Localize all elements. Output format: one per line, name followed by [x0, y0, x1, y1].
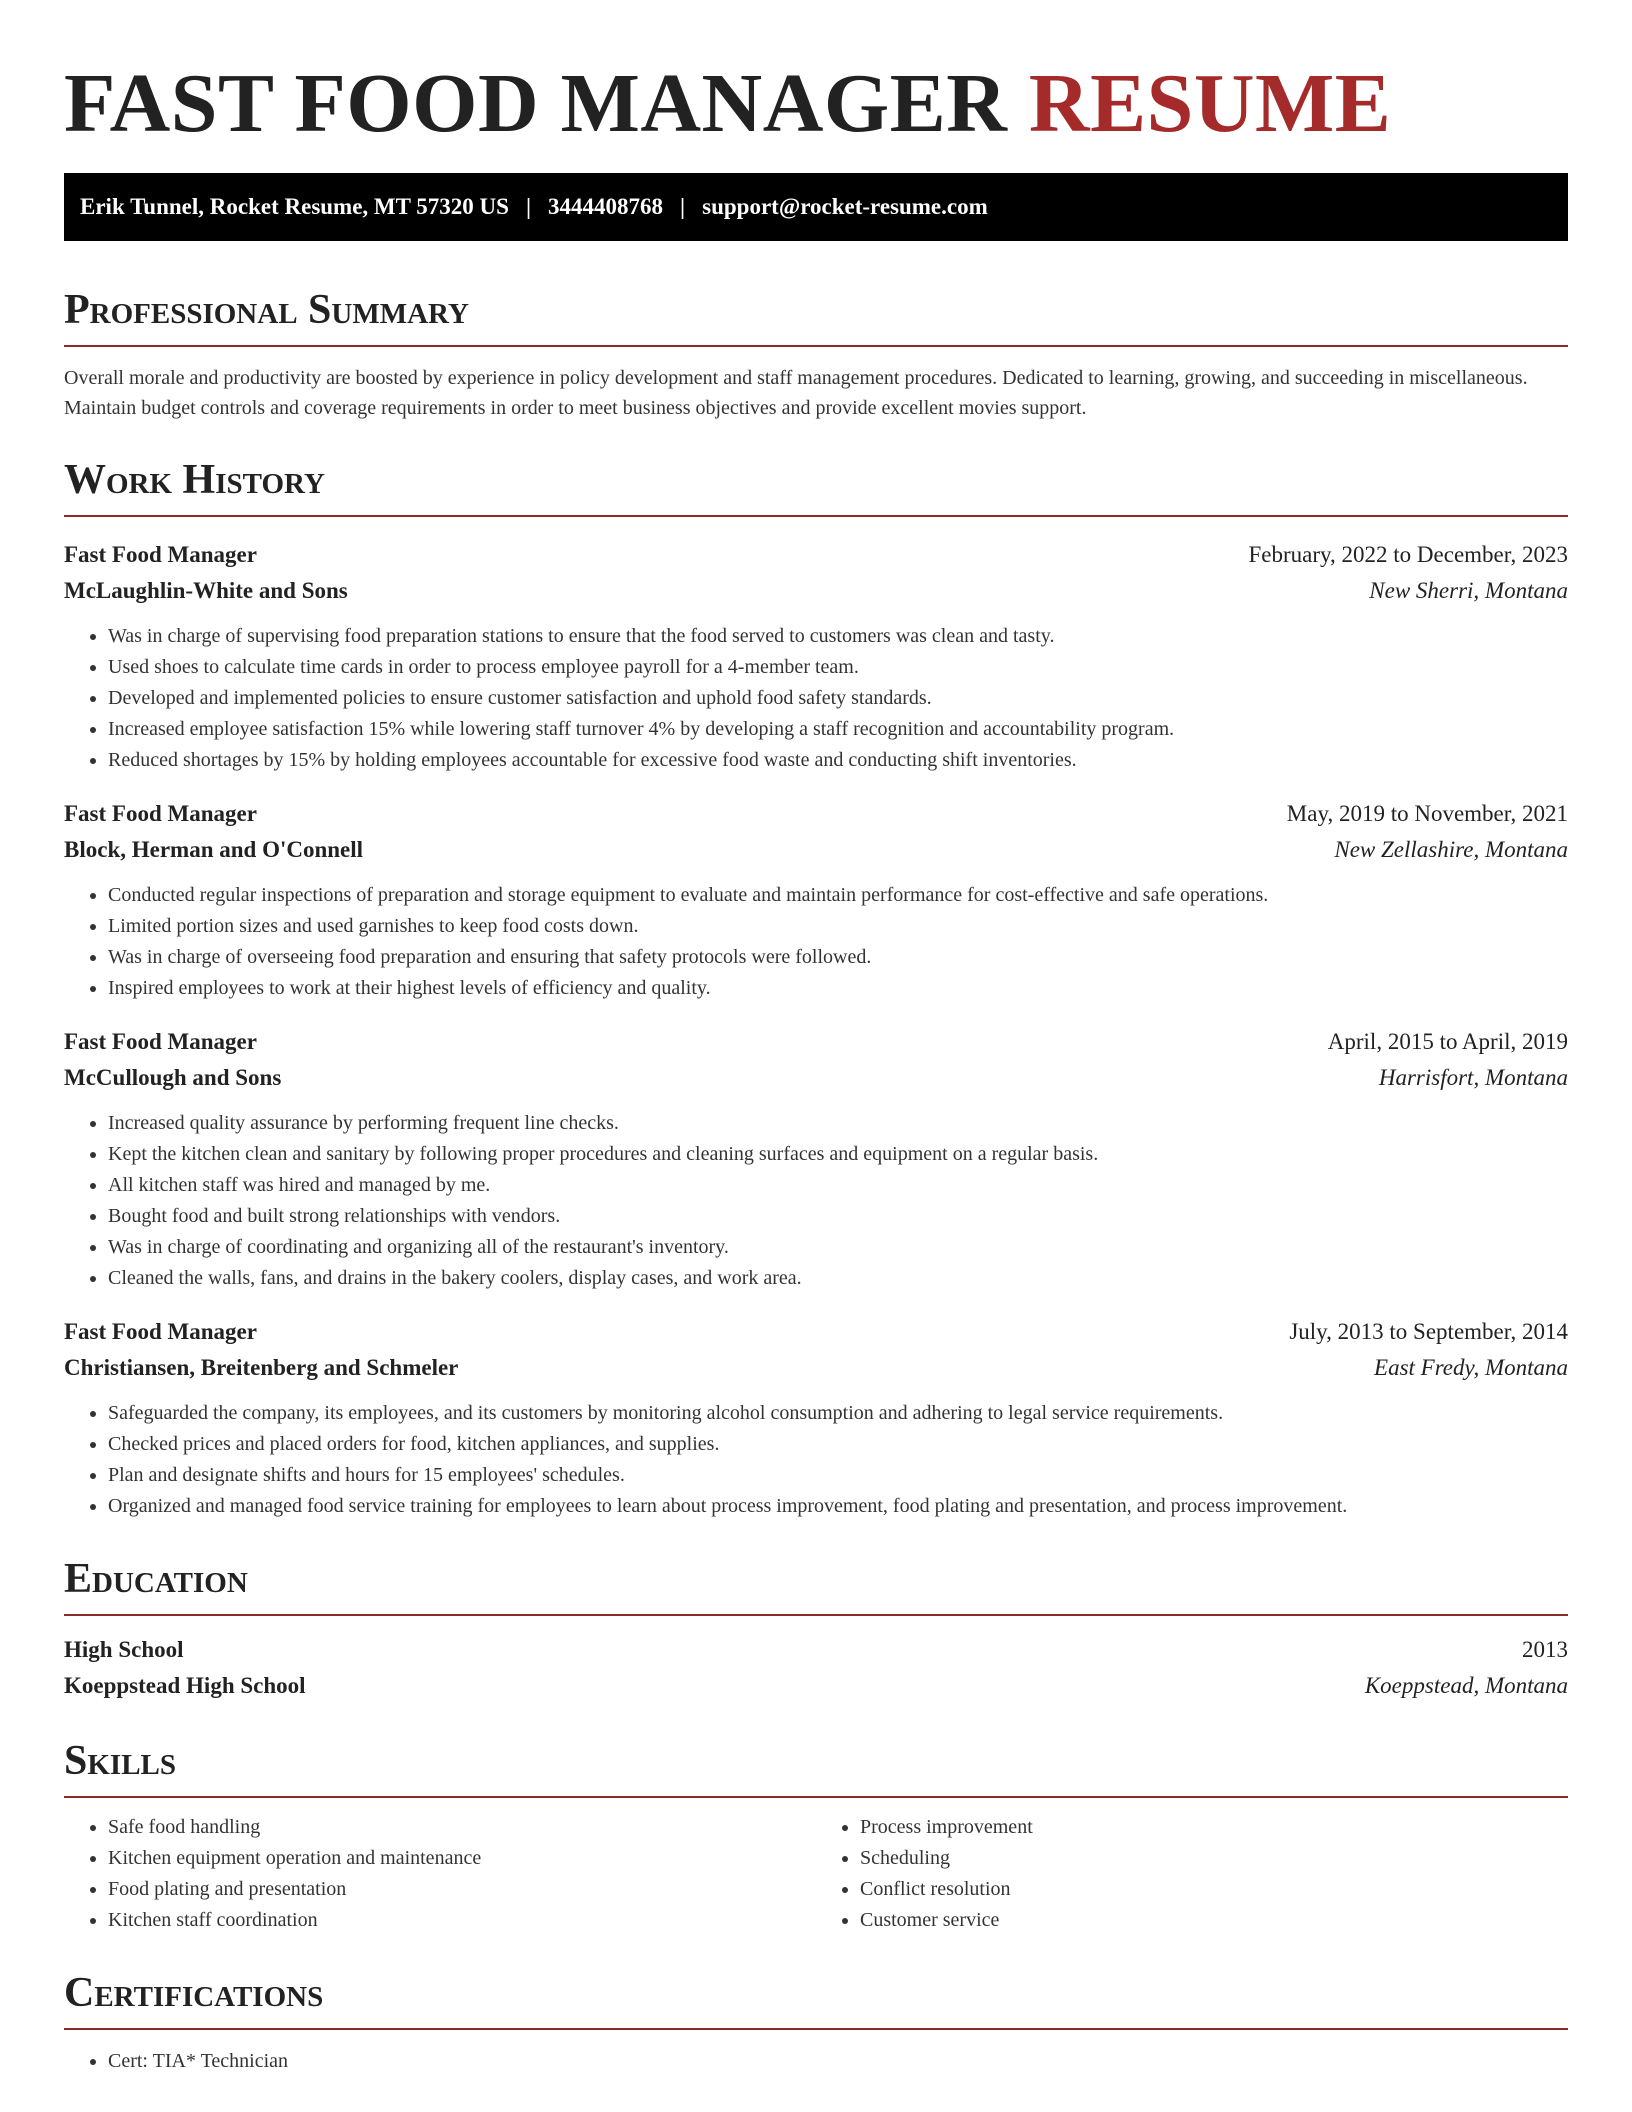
work-history-list — [64, 537, 1568, 1522]
education-row-top — [64, 1632, 1568, 1668]
job-row-top — [64, 796, 1568, 832]
skills-column-right — [816, 1812, 1568, 1936]
certifications-list — [64, 2046, 1568, 2077]
job-bullet: • Developed and implemented policies to ensure customer satisfaction and uphold food safety standards. — [108, 683, 1568, 714]
job-location: New Sherri, Montana — [1369, 577, 1568, 603]
job-bullet: • All kitchen staff was hired and managed by me. — [108, 1170, 1568, 1201]
job-location: New Zellashire, Montana — [1334, 836, 1568, 862]
skill-item: • Process improvement — [860, 1812, 1568, 1843]
job-bullet: • Plan and designate shifts and hours for 15 employees' schedules. — [108, 1460, 1568, 1491]
education-location: Koeppstead, Montana — [1364, 1672, 1568, 1698]
resume-title — [64, 56, 1568, 153]
skill-item: • Kitchen staff coordination — [108, 1905, 816, 1936]
contact-separator: | — [680, 193, 686, 219]
skills-heading: Skills — [64, 1740, 1568, 1798]
job-entry — [64, 796, 1568, 1004]
job-title: Fast Food Manager — [64, 541, 257, 567]
title-main: FAST FOOD MANAGER — [64, 57, 1008, 150]
job-bullet: • Was in charge of overseeing food preparation and ensuring that safety protocols were followed. — [108, 942, 1568, 973]
job-bullet: • Was in charge of coordinating and organizing all of the restaurant's inventory. — [108, 1232, 1568, 1263]
job-company: Christiansen, Breitenberg and Schmeler — [64, 1354, 459, 1380]
job-row-bottom — [64, 1060, 1568, 1096]
certification-item: • Cert: TIA* Technician — [108, 2046, 1568, 2077]
job-bullet: • Inspired employees to work at their highest levels of efficiency and quality. — [108, 973, 1568, 1004]
education-row-bottom — [64, 1668, 1568, 1704]
job-dates: May, 2019 to November, 2021 — [1286, 800, 1568, 826]
contact-email: support@rocket-resume.com — [702, 193, 988, 219]
education-year: 2013 — [1522, 1636, 1568, 1662]
job-entry — [64, 1314, 1568, 1522]
summary-heading: Professional Summary — [64, 289, 1568, 347]
job-company: Block, Herman and O'Connell — [64, 836, 364, 862]
job-bullet: • Kept the kitchen clean and sanitary by following proper procedures and cleaning surfaces and equipment on a regular basis. — [108, 1139, 1568, 1170]
job-entry — [64, 1024, 1568, 1294]
skill-item: • Safe food handling — [108, 1812, 816, 1843]
job-bullet: • Organized and managed food service training for employees to learn about process improvement, food plating and presentation, and process improvement. — [108, 1491, 1568, 1522]
job-company: McCullough and Sons — [64, 1064, 282, 1090]
job-row-bottom — [64, 1350, 1568, 1386]
summary-text: Overall morale and productivity are boosted by experience in policy development and staff management procedures. Dedicated to learning, growing, and succeeding in miscellaneous. Maintain budget controls and coverage requirements in order to meet business objectives and provide excellent movies support. — [64, 366, 1528, 419]
contact-address: Erik Tunnel, Rocket Resume, MT 57320 US — [80, 193, 509, 219]
job-row-top — [64, 1314, 1568, 1350]
job-bullet: • Increased employee satisfaction 15% while lowering staff turnover 4% by developing a staff recognition and accountability program. — [108, 714, 1568, 745]
job-title: Fast Food Manager — [64, 1028, 257, 1054]
contact-separator: | — [525, 193, 532, 219]
job-location: East Fredy, Montana — [1374, 1354, 1568, 1380]
skills-column-left — [64, 1812, 816, 1936]
job-bullet-list — [64, 1398, 1568, 1522]
job-entry — [64, 537, 1568, 776]
skill-item: • Conflict resolution — [860, 1874, 1568, 1905]
job-title: Fast Food Manager — [64, 800, 257, 826]
job-company: McLaughlin-White and Sons — [64, 577, 348, 603]
work-history-heading: Work History — [64, 459, 1568, 517]
skill-item: • Kitchen equipment operation and maintenance — [108, 1843, 816, 1874]
education-entry — [64, 1632, 1568, 1704]
resume-page — [64, 0, 1568, 2077]
job-row-top — [64, 537, 1568, 573]
contact-phone: 3444408768 — [548, 193, 664, 219]
job-dates: July, 2013 to September, 2014 — [1289, 1318, 1568, 1344]
certifications-heading: Certifications — [64, 1972, 1568, 2030]
skill-item: • Scheduling — [860, 1843, 1568, 1874]
job-row-bottom — [64, 832, 1568, 868]
job-bullet: • Reduced shortages by 15% by holding employees accountable for excessive food waste and conducting shift inventories. — [108, 745, 1568, 776]
skills-grid — [64, 1812, 1568, 1936]
job-bullet: • Checked prices and placed orders for food, kitchen appliances, and supplies. — [108, 1429, 1568, 1460]
job-bullet-list — [64, 621, 1568, 776]
job-bullet: • Was in charge of supervising food preparation stations to ensure that the food served to customers was clean and tasty. — [108, 621, 1568, 652]
title-accent: RESUME — [1028, 57, 1392, 150]
job-bullet: • Limited portion sizes and used garnishes to keep food costs down. — [108, 911, 1568, 942]
job-row-bottom — [64, 573, 1568, 609]
job-location: Harrisfort, Montana — [1378, 1064, 1568, 1090]
skill-item: • Food plating and presentation — [108, 1874, 816, 1905]
job-bullet: • Conducted regular inspections of preparation and storage equipment to evaluate and maintain performance for cost-effective and safe operations. — [108, 880, 1568, 911]
job-bullet: • Bought food and built strong relationships with vendors. — [108, 1201, 1568, 1232]
skill-item: • Customer service — [860, 1905, 1568, 1936]
job-bullet: • Cleaned the walls, fans, and drains in the bakery coolers, display cases, and work area. — [108, 1263, 1568, 1294]
education-school: Koeppstead High School — [64, 1672, 306, 1698]
job-bullet: • Safeguarded the company, its employees, and its customers by monitoring alcohol consumption and adhering to legal service requirements. — [108, 1398, 1568, 1429]
job-bullet-list — [64, 880, 1568, 1004]
education-degree: High School — [64, 1636, 184, 1662]
job-row-top — [64, 1024, 1568, 1060]
contact-bar — [64, 173, 1568, 241]
job-title: Fast Food Manager — [64, 1318, 257, 1344]
education-heading: Education — [64, 1558, 1568, 1616]
job-dates: February, 2022 to December, 2023 — [1248, 541, 1568, 567]
job-bullet-list — [64, 1108, 1568, 1294]
job-bullet: • Increased quality assurance by performing frequent line checks. — [108, 1108, 1568, 1139]
job-dates: April, 2015 to April, 2019 — [1327, 1028, 1568, 1054]
job-bullet: • Used shoes to calculate time cards in order to process employee payroll for a 4-member team. — [108, 652, 1568, 683]
